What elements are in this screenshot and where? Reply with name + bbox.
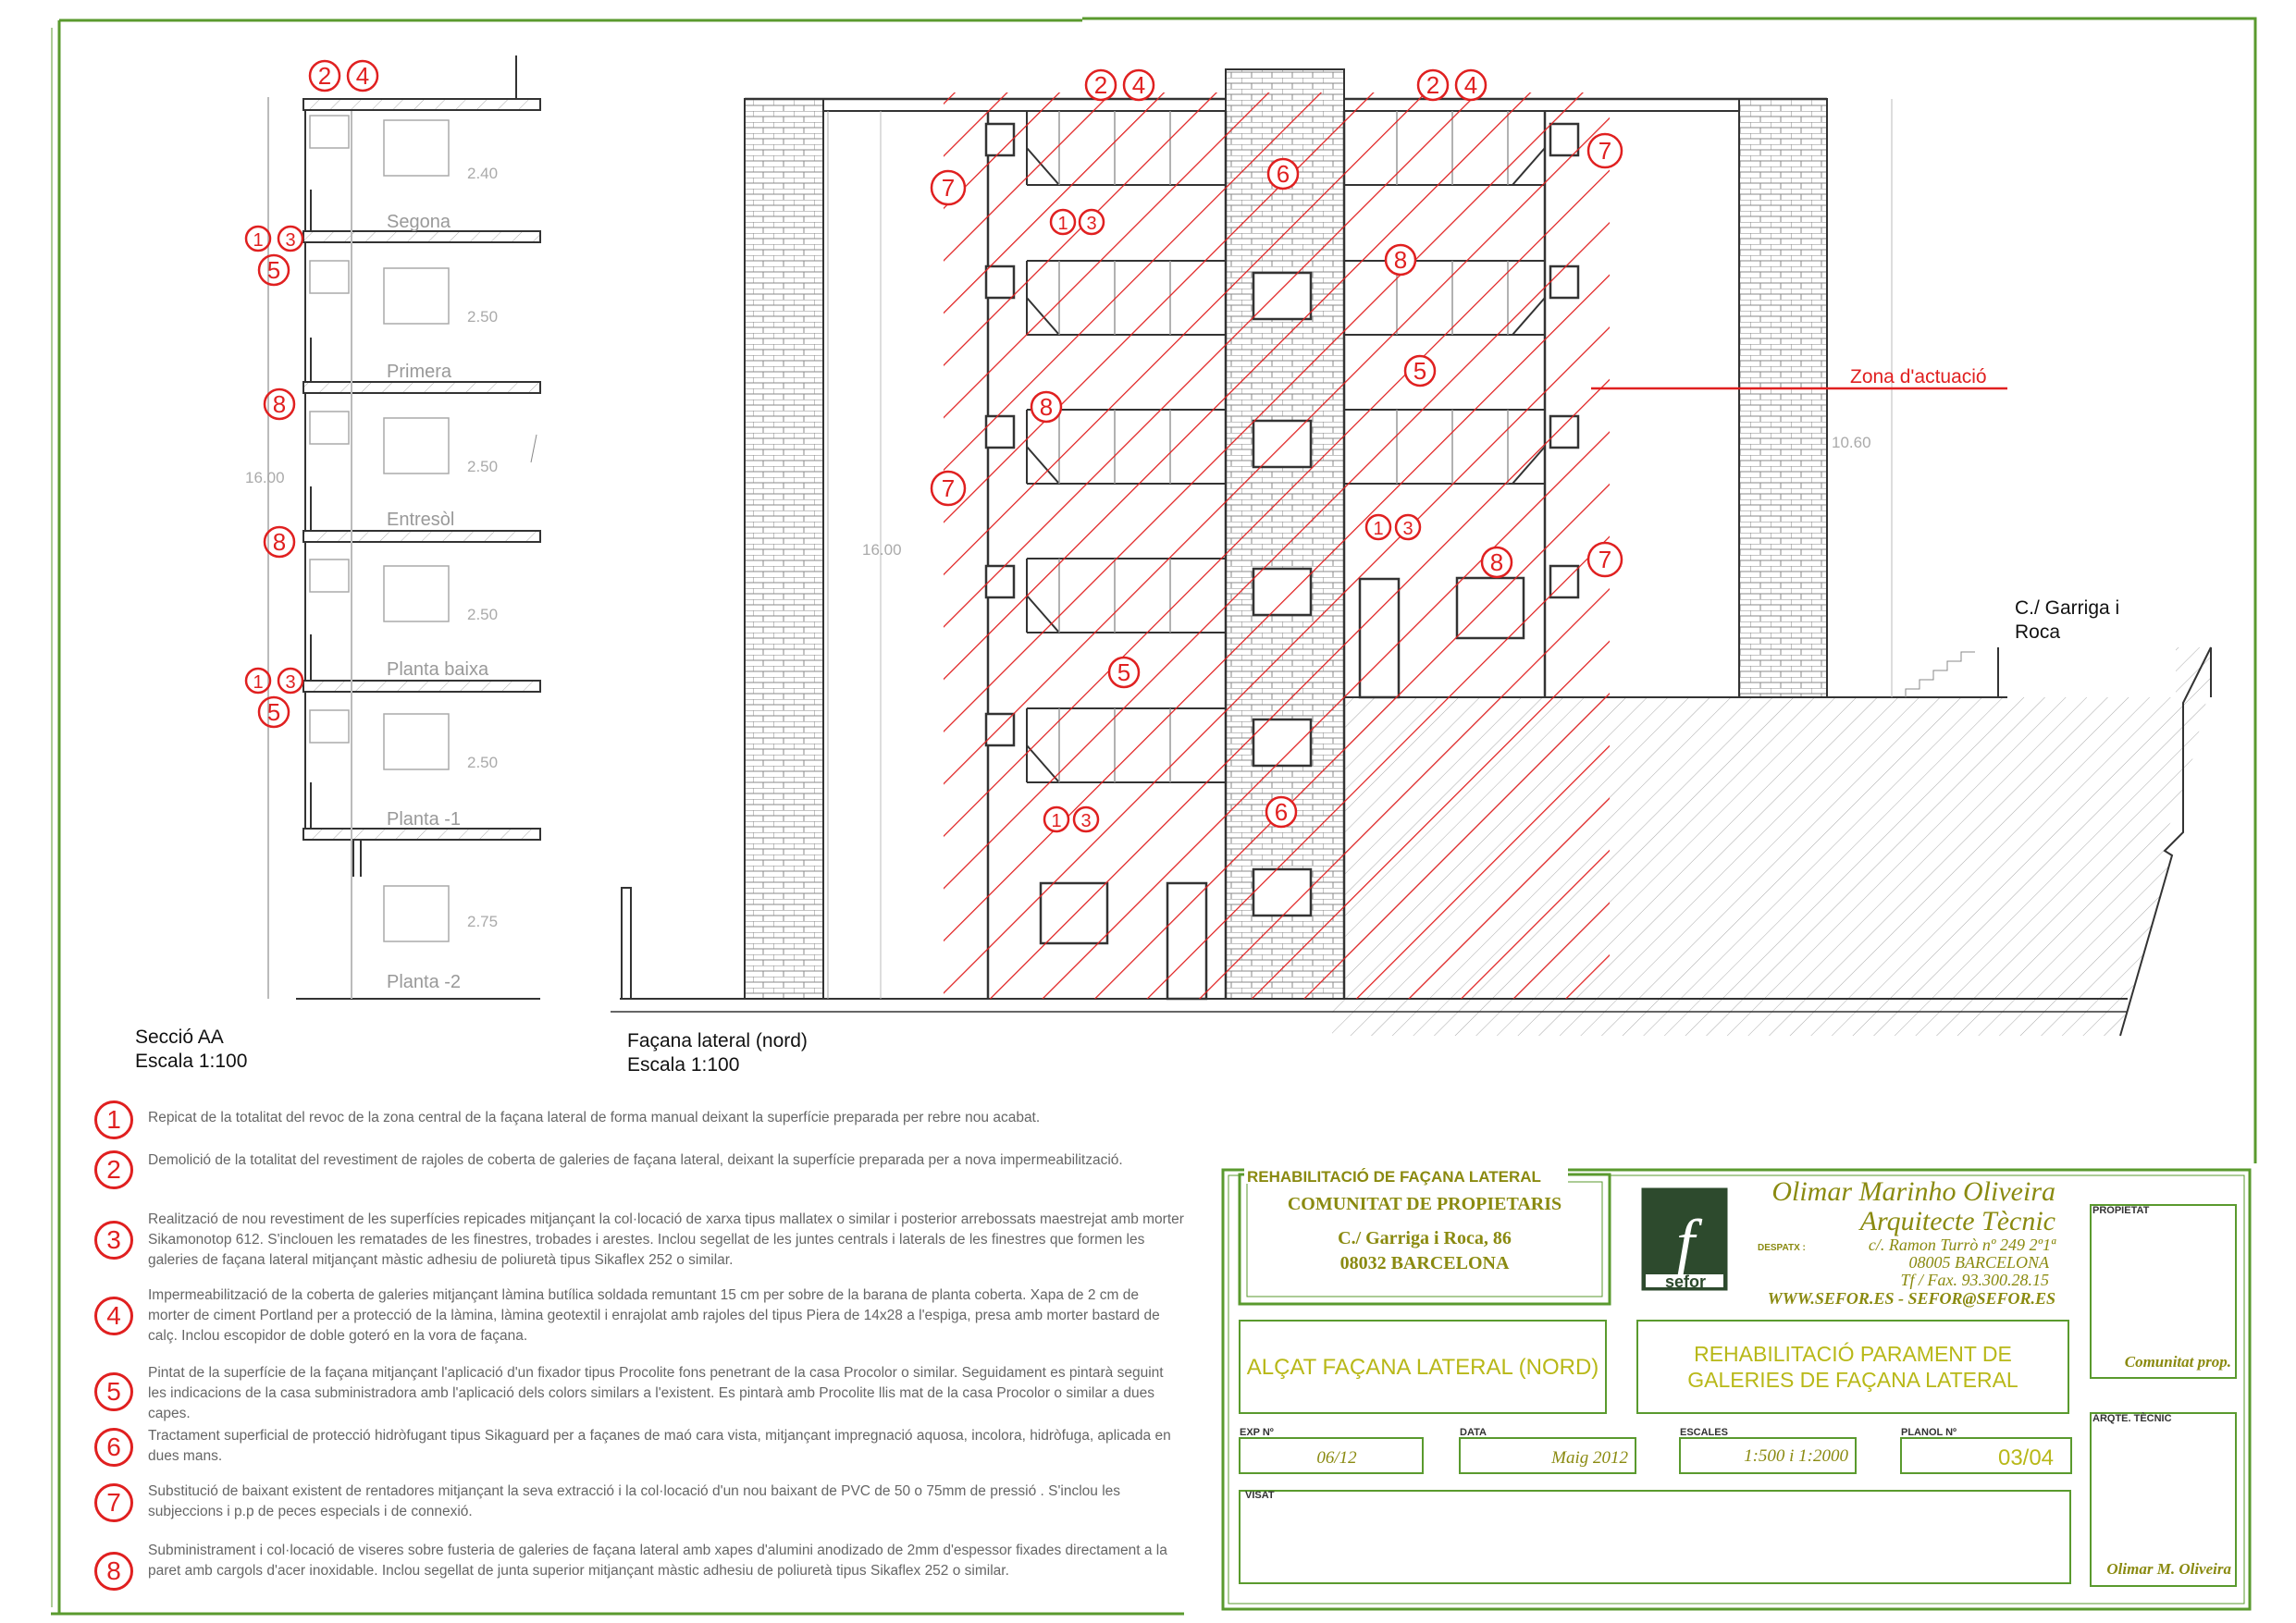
facade-height-right: 10.60 bbox=[1832, 434, 1871, 451]
marker-3: 3 bbox=[1080, 811, 1092, 831]
scales-value: 1:500 i 1:2000 bbox=[1744, 1446, 1848, 1466]
legend-text-3: Realització de nou revestiment de les superfícies repicades mitjançant la col·locació de xarxa tipus mallatex o similar i posterior arrebossats maestrejat amb morter Sikamonotop 612. S'inclouen les rematades de les finestres, trobades i arestes. Inclou segellat de les juntes centrals i laterals de les finestres que formen les galeries de façana lateral mitjançant màstic adhesiu de poliuretà tipus Sikaflex 252 o similar. bbox=[148, 1211, 1184, 1268]
marker-8: 8 bbox=[272, 390, 287, 418]
marker-5: 5 bbox=[266, 698, 281, 726]
section-height-1: 2.40 bbox=[467, 165, 499, 182]
marker-2: 2 bbox=[1093, 71, 1108, 99]
marker-1: 1 bbox=[1057, 214, 1068, 234]
facade-elevation bbox=[611, 69, 2211, 1076]
marker-4: 4 bbox=[355, 62, 370, 90]
marker-3: 3 bbox=[285, 672, 296, 693]
marker-2: 2 bbox=[317, 62, 332, 90]
legend-text-4: Impermeabilització de la coberta de galeries mitjançant làmina butílica soldada remuntant 15 cm per sobre de la barana de planta coberta. Xapa de 2 cm de morter de ciment Portland per a protecció de la làmina, làmina geotextil i enrajolat amb rajoles del tipus Piera de 14x28 a l'espiga, presa amb morter bastard de calç. Inclou escopidor de doble goteró en la vora de façana. bbox=[148, 1287, 1160, 1344]
marker-5: 5 bbox=[1413, 357, 1427, 385]
marker-1: 1 bbox=[1373, 519, 1384, 539]
office-phone: Tf / Fax. 93.300.28.15 bbox=[1900, 1271, 2049, 1289]
section-height-5: 2.50 bbox=[467, 754, 499, 771]
arch-label: ARQTE. TÈCNIC bbox=[2092, 1413, 2172, 1424]
legend-text-2: Demolició de la totalitat del revestiment de rajoles de coberta de galeries de façana lateral, deixant la superfície preparada per a nova impermeabilització. bbox=[148, 1152, 1123, 1168]
section-aa bbox=[135, 55, 540, 1072]
date-value: Maig 2012 bbox=[1551, 1448, 1628, 1468]
project-title-line-2: GALERIES DE FAÇANA LATERAL bbox=[1687, 1368, 2018, 1392]
sefor-logo bbox=[1642, 1188, 1727, 1291]
exp-label: EXP Nº bbox=[1240, 1427, 1274, 1438]
legend-text-5: Pintat de la superfície de la façana mitjançant l'aplicació d'un fixador tipus Procolite fons penetrant de la casa Procolor o similar. Seguidament es pintarà seguint les indicacions de la casa subministradora amb l'aplicació dels colors similars a l'existent. Es pintarà amb Procolite llis mat de la casa Procolor o similar a dues capes. bbox=[148, 1365, 1164, 1421]
marker-3: 3 bbox=[1086, 214, 1097, 234]
section-scale: Escala 1:100 bbox=[135, 1051, 248, 1072]
facade-title: Façana lateral (nord) bbox=[627, 1030, 808, 1051]
marker-8: 8 bbox=[1489, 548, 1504, 576]
legend-text-8: Subministrament i col·locació de viseres sobre fusteria de galeries de façana lateral amb xapes d'alumini anodizado de 2mm d'espessor fixades directament a la paret amb cargols d'acer inoxidable. Inclou segellat de junta superior mitjançant màstic adhesiu de poliuretà tipus Sikaflex 252 o similar. bbox=[148, 1543, 1167, 1579]
marker-7: 7 bbox=[941, 174, 956, 202]
floor-label-entresol: Entresòl bbox=[387, 510, 455, 530]
zone-label: Zona d'actuació bbox=[1850, 366, 1987, 387]
marker-3: 3 bbox=[1402, 519, 1413, 539]
marker-2: 2 bbox=[1426, 71, 1440, 99]
marker-8: 8 bbox=[272, 528, 287, 556]
website: WWW.SEFOR.ES - SEFOR@SEFOR.ES bbox=[1767, 1289, 2055, 1308]
owner-value: Comunitat prop. bbox=[2124, 1353, 2231, 1371]
drawing-title: ALÇAT FAÇANA LATERAL (NORD) bbox=[1246, 1355, 1599, 1380]
floor-label-planta-baixa: Planta baixa bbox=[387, 659, 489, 680]
visat-label: VISAT bbox=[1245, 1490, 1275, 1501]
exp-value: 06/12 bbox=[1316, 1448, 1357, 1468]
marker-6: 6 bbox=[1274, 798, 1289, 826]
marker-7: 7 bbox=[1598, 137, 1612, 165]
floor-label-planta-1: Planta -1 bbox=[387, 809, 462, 830]
floor-label-planta-2: Planta -2 bbox=[387, 972, 462, 992]
floor-label-primera: Primera bbox=[387, 362, 452, 382]
section-height-2: 2.50 bbox=[467, 308, 499, 326]
marker-5: 5 bbox=[266, 256, 281, 284]
marker-4: 4 bbox=[1131, 71, 1146, 99]
architect-title: Arquitecte Tècnic bbox=[1859, 1206, 2055, 1236]
section-height-3: 2.50 bbox=[467, 458, 499, 475]
marker-3: 3 bbox=[285, 230, 296, 251]
marker-5: 5 bbox=[1117, 658, 1131, 686]
street-label-line-1: C./ Garriga i bbox=[2015, 597, 2120, 619]
section-title: Secció AA bbox=[135, 1027, 224, 1048]
facade-height-left: 16.00 bbox=[862, 541, 902, 559]
architect-name: Olimar Marinho Oliveira bbox=[1771, 1176, 2055, 1207]
legend-num-7: 7 bbox=[94, 1483, 133, 1522]
marker-6: 6 bbox=[1276, 160, 1290, 188]
marker-1: 1 bbox=[1051, 811, 1062, 831]
marker-8: 8 bbox=[1393, 246, 1408, 274]
section-total-height: 16.00 bbox=[245, 469, 285, 486]
client-address-line-1: C./ Garriga i Roca, 86 bbox=[1338, 1228, 1512, 1248]
legend-text-7: Substitució de baixant existent de rentadores mitjançant la seva extracció i la col·locació d'un nou baixant de PVC de 50 o 75mm de pressió . S'inclou les subjeccions i p.p de peces especials i de connexió. bbox=[148, 1483, 1121, 1519]
date-label: DATA bbox=[1460, 1427, 1487, 1438]
marker-7: 7 bbox=[941, 474, 956, 502]
street-label-line-2: Roca bbox=[2015, 621, 2061, 643]
office-label: DESPATX : bbox=[1758, 1243, 1806, 1253]
legend-text-1: Repicat de la totalitat del revoc de la zona central de la façana lateral de forma manual deixant la superfície preparada per rebre nou acabat. bbox=[148, 1110, 1041, 1125]
legend-num-4: 4 bbox=[94, 1297, 133, 1335]
section-height-6: 2.75 bbox=[467, 913, 499, 930]
plan-value: 03/04 bbox=[1997, 1445, 2055, 1470]
plan-label: PLANOL Nº bbox=[1901, 1427, 1957, 1438]
legend-num-5: 5 bbox=[94, 1372, 133, 1411]
legend-num-3: 3 bbox=[94, 1221, 133, 1260]
floor-label-segona: Segona bbox=[387, 212, 451, 232]
marker-4: 4 bbox=[1463, 71, 1478, 99]
owner-label: PROPIETAT bbox=[2092, 1205, 2150, 1216]
title-block bbox=[1223, 1165, 2250, 1609]
marker-1: 1 bbox=[253, 672, 264, 693]
marker-8: 8 bbox=[1039, 393, 1054, 421]
marker-1: 1 bbox=[253, 230, 264, 251]
arch-value: Olimar M. Oliveira bbox=[2106, 1560, 2231, 1578]
legend-num-1: 1 bbox=[94, 1100, 133, 1139]
client-name: COMUNITAT DE PROPIETARIS bbox=[1287, 1194, 1562, 1214]
office-city: 08005 BARCELONA bbox=[1908, 1253, 2049, 1272]
facade-scale: Escala 1:100 bbox=[627, 1054, 740, 1076]
project-title-line-1: REHABILITACIÓ PARAMENT DE bbox=[1694, 1342, 2012, 1366]
client-address-line-2: 08032 BARCELONA bbox=[1339, 1253, 1510, 1273]
section-height-4: 2.50 bbox=[467, 606, 499, 623]
project-tab-label: REHABILITACIÓ DE FAÇANA LATERAL bbox=[1247, 1168, 1541, 1186]
logo-letter: f bbox=[1675, 1206, 1696, 1280]
marker-7: 7 bbox=[1598, 546, 1612, 573]
scales-label: ESCALES bbox=[1680, 1427, 1728, 1438]
legend-num-6: 6 bbox=[94, 1428, 133, 1467]
office-street: c/. Ramon Turrò nº 249 2º1ª bbox=[1868, 1236, 2055, 1254]
legend-num-2: 2 bbox=[94, 1150, 133, 1189]
logo-text: sefor bbox=[1664, 1273, 1707, 1291]
legend-text-6: Tractament superficial de protecció hidròfugant tipus Sikaguard per a façanes de maó cara vista, mitjançant impregnació aquosa, incolora, hidròfuga, aplicada en dues mans. bbox=[148, 1428, 1171, 1464]
legend-num-8: 8 bbox=[94, 1552, 133, 1591]
